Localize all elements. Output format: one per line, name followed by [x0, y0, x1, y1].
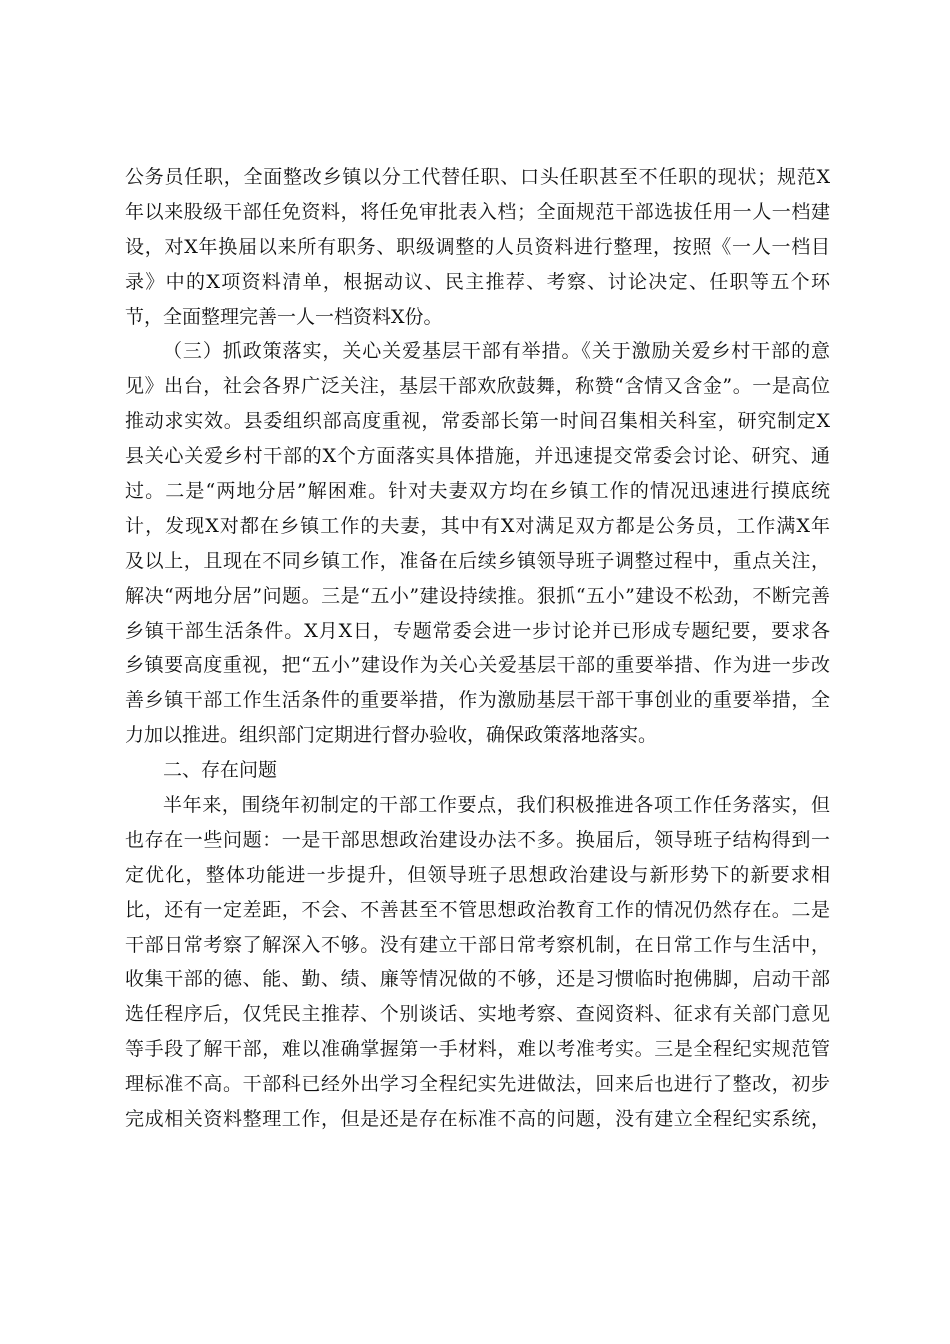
text-line: 比，还有一定差距，不会、不善甚至不管思想政治教育工作的情况仍然存在。二是 — [125, 898, 830, 921]
text-line: 解决“两地分居”问题。三是“五小”建设持续推。狠抓“五小”建设不松劲，不断完善 — [125, 584, 830, 607]
text-line: 见》出台，社会各界广泛关注，基层干部欢欣鼓舞，称赞“含情又含金”。一是高位 — [125, 375, 830, 398]
text-line: 年以来股级干部任免资料，将任免审批表入档；全面规范干部选拔任用一人一档建 — [125, 200, 830, 223]
paragraph-existing-problems — [125, 788, 830, 1137]
text-line: 录》中的X项资料清单，根据动议、民主推荐、考察、讨论决定、任职等五个环 — [125, 270, 830, 293]
section-heading: 二、存在问题 — [163, 759, 278, 782]
text-line: 及以上，且现在不同乡镇工作，准备在后续乡镇领导班子调整过程中，重点关注， — [125, 549, 830, 572]
text-line: 理标准不高。干部科已经外出学习全程纪实先进做法，回来后也进行了整改，初步 — [125, 1073, 830, 1096]
text-line: 县关心关爱乡村干部的X个方面落实具体措施，并迅速提交常委会讨论、研究、通 — [125, 445, 830, 468]
document-page — [125, 160, 830, 1137]
text-line: 乡镇干部生活条件。X月X日，专题常委会进一步讨论并已形成专题纪要，要求各 — [125, 619, 830, 642]
text-line: 设，对X年换届以来所有职务、职级调整的人员资料进行整理，按照《一人一档目 — [125, 235, 830, 258]
paragraph-cadre-files — [125, 160, 830, 334]
text-line: （三）抓政策落实，关心关爱基层干部有举措。《关于激励关爱乡村干部的意 — [163, 340, 830, 363]
text-line: 节，全面整理完善一人一档资料X份。 — [125, 305, 443, 328]
text-line: 公务员任职，全面整改乡镇以分工代替任职、口头任职甚至不任职的现状；规范X — [125, 166, 830, 188]
text-line: 定优化，整体功能进一步提升，但领导班子思想政治建设与新形势下的新要求相 — [125, 863, 830, 886]
text-line: 计，发现X对都在乡镇工作的夫妻，其中有X对满足双方都是公务员，工作满X年 — [125, 514, 830, 537]
text-line: 等手段了解干部，难以准确掌握第一手材料，难以考准考实。三是全程纪实规范管 — [125, 1038, 830, 1061]
text-line: 收集干部的德、能、勤、绩、廉等情况做的不够，还是习惯临时抱佛脚，启动干部 — [125, 968, 830, 991]
text-line: 也存在一些问题：一是干部思想政治建设办法不多。换届后，领导班子结构得到一 — [125, 828, 830, 851]
text-line: 善乡镇干部工作生活条件的重要举措，作为激励基层干部干事创业的重要举措，全 — [125, 689, 830, 712]
text-line: 力加以推进。组织部门定期进行督办验收，确保政策落地落实。 — [125, 724, 658, 747]
text-line: 干部日常考察了解深入不够。没有建立干部日常考察机制，在日常工作与生活中， — [125, 933, 830, 956]
text-line: 选任程序后，仅凭民主推荐、个别谈话、实地考察、查阅资料、征求有关部门意见 — [125, 1003, 830, 1026]
text-line: 完成相关资料整理工作，但是还是存在标准不高的问题，没有建立全程纪实系统， — [125, 1108, 830, 1131]
text-line: 推动求实效。县委组织部高度重视，常委部长第一时间召集相关科室，研究制定X — [125, 410, 830, 433]
paragraph-policy-implementation — [125, 334, 830, 753]
text-line: 半年来，围绕年初制定的干部工作要点，我们积极推进各项工作任务落实，但 — [163, 794, 830, 817]
text-line: 过。二是“两地分居”解困难。针对夫妻双方均在乡镇工作的情况迅速进行摸底统 — [125, 480, 830, 503]
text-line: 乡镇要高度重视，把“五小”建设作为关心关爱基层干部的重要举措、作为进一步改 — [125, 654, 830, 677]
